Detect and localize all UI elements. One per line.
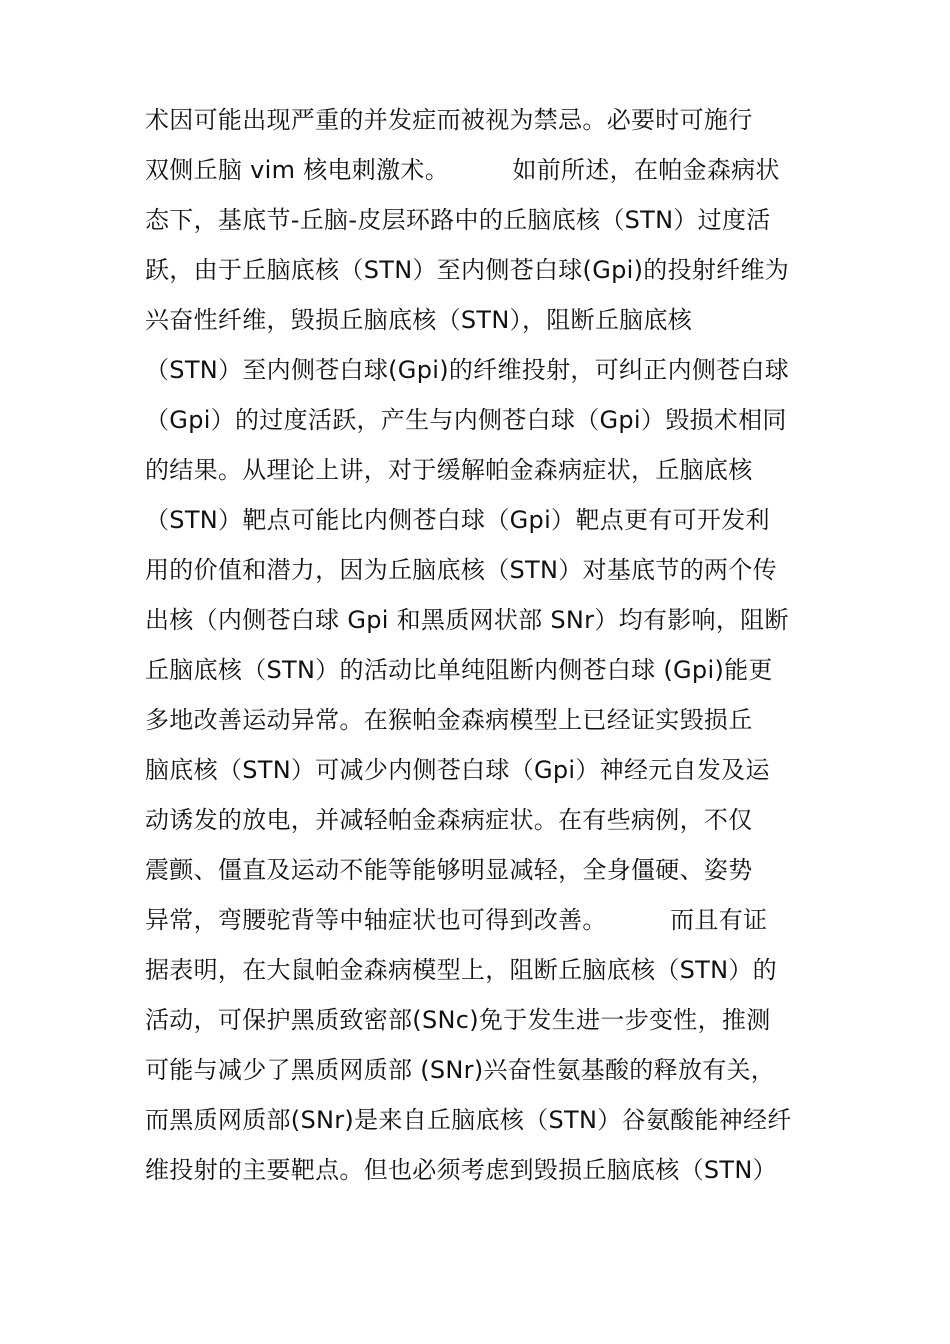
text-line: 双侧丘脑 vim 核电刺激术。 如前所述，在帕金森病状	[145, 156, 780, 184]
text-line: 的结果。从理论上讲，对于缓解帕金森病症状，丘脑底核	[145, 456, 753, 484]
text-line: 多地改善运动异常。在猴帕金森病模型上已经证实毁损丘	[145, 706, 753, 734]
text-line: 丘脑底核（STN）的活动比单纯阻断内侧苍白球 (Gpi)能更	[145, 656, 773, 684]
text-line: 震颤、僵直及运动不能等能够明显减轻，全身僵硬、姿势	[145, 856, 753, 884]
text-line: 术因可能出现严重的并发症而被视为禁忌。必要时可施行	[145, 106, 753, 134]
text-line: （STN）至内侧苍白球(Gpi)的纤维投射，可纠正内侧苍白球	[145, 356, 790, 384]
text-line: 而黑质网质部(SNr)是来自丘脑底核（STN）谷氨酸能神经纤	[145, 1106, 792, 1134]
text-line: 兴奋性纤维，毁损丘脑底核（STN），阻断丘脑底核	[145, 306, 693, 334]
text-line: 活动，可保护黑质致密部(SNc)免于发生进一步变性，推测	[145, 1006, 771, 1034]
text-line: 态下，基底节-丘脑-皮层环路中的丘脑底核（STN）过度活	[145, 206, 771, 234]
text-line: 脑底核（STN）可减少内侧苍白球（Gpi）神经元自发及运	[145, 756, 770, 784]
text-line: （STN）靶点可能比内侧苍白球（Gpi）靶点更有可开发利	[145, 506, 770, 534]
text-line: 可能与减少了黑质网质部 (SNr)兴奋性氨基酸的释放有关，	[145, 1056, 776, 1084]
text-line: 用的价值和潜力，因为丘脑底核（STN）对基底节的两个传	[145, 556, 777, 584]
text-line: 出核（内侧苍白球 Gpi 和黑质网状部 SNr）均有影响，阻断	[145, 606, 789, 634]
text-line: 维投射的主要靶点。但也必须考虑到毁损丘脑底核（STN）	[145, 1156, 777, 1184]
text-line: 异常，弯腰驼背等中轴症状也可得到改善。 而且有证	[145, 906, 768, 934]
text-line: （Gpi）的过度活跃，产生与内侧苍白球（Gpi）毁损术相同	[145, 406, 787, 434]
text-line: 跃，由于丘脑底核（STN）至内侧苍白球(Gpi)的投射纤维为	[145, 256, 790, 284]
text-line: 动诱发的放电，并减轻帕金森病症状。在有些病例，不仅	[145, 806, 753, 834]
text-line: 据表明，在大鼠帕金森病模型上，阻断丘脑底核（STN）的	[145, 956, 777, 984]
body-text	[145, 95, 825, 1195]
